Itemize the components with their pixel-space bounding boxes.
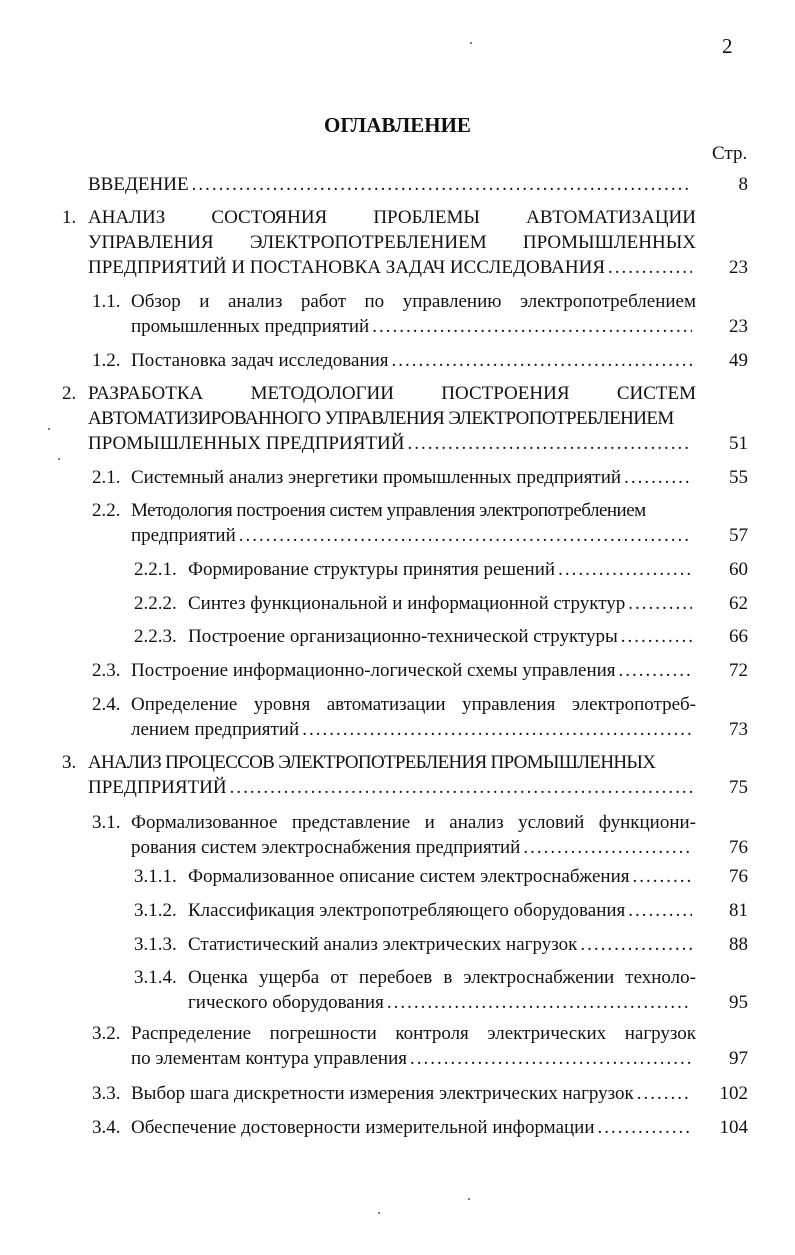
toc-entry-3-1-4[interactable]: [188, 965, 748, 1015]
toc-page-number: 102: [719, 1083, 748, 1104]
toc-entry-2-2[interactable]: [131, 498, 748, 548]
toc-entry-2-4[interactable]: [131, 692, 748, 742]
toc-section-number: 1.1.: [92, 291, 121, 312]
scan-speck: [48, 428, 50, 430]
toc-entry-chapter-2[interactable]: [88, 381, 748, 456]
toc-entry-text: ПРОМЫШЛЕННЫХ ПРЕДПРИЯТИЙ: [88, 433, 405, 454]
dot-leader: [558, 557, 692, 582]
toc-entry-2-2-3[interactable]: [188, 624, 748, 649]
dot-leader: [598, 1115, 692, 1140]
toc-subsection-number: 2.2.3.: [134, 626, 177, 647]
toc-entry-3-1-3[interactable]: [188, 932, 748, 957]
toc-page-number: 97: [729, 1048, 748, 1069]
toc-entry-text: АНАЛИЗ СОСТОЯНИЯ ПРОБЛЕМЫ АВТОМАТИЗАЦИИ: [88, 207, 696, 228]
toc-entry-text: Классификация электропотребляющего оборудования: [188, 900, 626, 921]
toc-entry-text: Построение организационно-технической структуры: [188, 626, 618, 647]
dot-leader: [239, 523, 692, 548]
toc-page-number: 23: [729, 316, 748, 337]
toc-entry-text: Распределение погрешности контроля электрических нагрузок: [131, 1023, 696, 1044]
toc-page-number: 62: [729, 593, 748, 614]
toc-entry-2-2-2[interactable]: [188, 591, 748, 616]
toc-entry-text: по элементам контура управления: [131, 1048, 407, 1069]
dot-leader: [621, 624, 692, 649]
toc-entry-text: гического оборудования: [188, 992, 384, 1013]
dot-leader: [523, 835, 692, 860]
toc-subsection-number: 2.2.1.: [134, 559, 177, 580]
toc-entry-text: рования систем электроснабжения предприятий: [131, 837, 521, 858]
toc-entry-chapter-3[interactable]: [88, 750, 748, 800]
dot-leader: [192, 172, 692, 197]
toc-page-number: 76: [729, 837, 748, 858]
dot-leader: [628, 898, 692, 923]
dot-leader: [407, 431, 692, 456]
toc-entry-3-3[interactable]: [131, 1081, 748, 1106]
toc-entry-text: АНАЛИЗ ПРОЦЕССОВ ЭЛЕКТРОПОТРЕБЛЕНИЯ ПРОМЫШЛЕННЫХ: [88, 752, 656, 773]
page-column-label: Стр.: [712, 143, 748, 164]
toc-page-number: 76: [729, 866, 748, 887]
page-title: ОГЛАВЛЕНИЕ: [324, 113, 471, 137]
toc-section-number: 2.2.: [92, 500, 121, 521]
toc-entry-text: Оценка ущерба от перебоев в электроснабжении техноло-: [188, 967, 696, 988]
toc-section-number: 2.4.: [92, 694, 121, 715]
toc-entry-chapter-1[interactable]: [88, 205, 748, 280]
toc-entry-text: Методология построения систем управления электропотреблением: [131, 500, 646, 521]
toc-entry-3-1[interactable]: [131, 810, 748, 860]
toc-entry-3-2[interactable]: [131, 1021, 748, 1071]
toc-entry-text: Обзор и анализ работ по управлению электропотреблением: [131, 291, 696, 312]
toc-page-number: 81: [729, 900, 748, 921]
toc-section-number: 3.3.: [92, 1083, 121, 1104]
page-number: 2: [722, 34, 733, 58]
toc-entry-text: Статистический анализ электрических нагрузок: [188, 934, 578, 955]
toc-entry-text: лением предприятий: [131, 719, 300, 740]
toc-subsection-number: 3.1.1.: [134, 866, 177, 887]
toc-section-number: 3.1.: [92, 812, 121, 833]
toc-entry-text: УПРАВЛЕНИЯ ЭЛЕКТРОПОТРЕБЛЕНИЕМ ПРОМЫШЛЕННЫХ: [88, 232, 696, 253]
toc-page-number: 95: [729, 992, 748, 1013]
dot-leader: [624, 465, 692, 490]
toc-page-number: 88: [729, 934, 748, 955]
dot-leader: [392, 348, 692, 373]
toc-entry-text: ВВЕДЕНИЕ: [88, 174, 189, 195]
toc-section-number: 3.4.: [92, 1117, 121, 1138]
toc-page-number: 23: [729, 257, 748, 278]
toc-chapter-number: 2.: [62, 383, 77, 404]
toc-section-number: 3.2.: [92, 1023, 121, 1044]
toc-page-number: 8: [738, 174, 748, 195]
toc-chapter-number: 3.: [62, 752, 77, 773]
dot-leader: [302, 717, 692, 742]
toc-subsection-number: 2.2.2.: [134, 593, 177, 614]
toc-entry-text: ПРЕДПРИЯТИЙ И ПОСТАНОВКА ЗАДАЧ ИССЛЕДОВАНИЯ: [88, 257, 606, 278]
dot-leader: [410, 1046, 692, 1071]
toc-entry-text: Постановка задач исследования: [131, 350, 389, 371]
dot-leader: [633, 864, 693, 889]
toc-entry-2-1[interactable]: [131, 465, 748, 490]
toc-page-number: 55: [729, 467, 748, 488]
toc-section-number: 2.1.: [92, 467, 121, 488]
toc-entry-text: Формирование структуры принятия решений: [188, 559, 556, 580]
toc-entry-text: АВТОМАТИЗИРОВАННОГО УПРАВЛЕНИЯ ЭЛЕКТРОПОТРЕБЛЕНИЕМ: [88, 408, 674, 429]
toc-page-number: 72: [729, 660, 748, 681]
toc-page-number: 60: [729, 559, 748, 580]
toc-page-number: 66: [729, 626, 748, 647]
toc-subsection-number: 3.1.3.: [134, 934, 177, 955]
dot-leader: [637, 1081, 692, 1106]
scan-speck: [378, 1212, 380, 1214]
dot-leader: [580, 932, 692, 957]
dot-leader: [619, 658, 692, 683]
toc-entry-intro[interactable]: [88, 172, 748, 197]
toc-entry-text: Построение информационно-логической схемы управления: [131, 660, 616, 681]
toc-page-number: 75: [729, 777, 748, 798]
dot-leader: [372, 314, 692, 339]
toc-entry-3-1-2[interactable]: [188, 898, 748, 923]
dot-leader: [608, 255, 692, 280]
toc-entry-text: Синтез функциональной и информационной структур: [188, 593, 626, 614]
toc-entry-3-1-1[interactable]: [188, 864, 748, 889]
scan-speck: [470, 42, 472, 44]
toc-page-number: 49: [729, 350, 748, 371]
scan-speck: [468, 1198, 470, 1200]
toc-page-number: 57: [729, 525, 748, 546]
scan-speck: [58, 458, 60, 460]
toc-entry-text: Обеспечение достоверности измерительной информации: [131, 1117, 595, 1138]
toc-subsection-number: 3.1.2.: [134, 900, 177, 921]
toc-entry-text: ПРЕДПРИЯТИЙ: [88, 777, 227, 798]
toc-entry-3-4[interactable]: [131, 1115, 748, 1140]
toc-subsection-number: 3.1.4.: [134, 967, 177, 988]
toc-entry-text: Формализованное представление и анализ условий функциони-: [131, 812, 696, 833]
toc-section-number: 2.3.: [92, 660, 121, 681]
dot-leader: [230, 775, 692, 800]
toc-entry-2-2-1[interactable]: [188, 557, 748, 582]
toc-entry-text: Формализованное описание систем электроснабжения: [188, 866, 630, 887]
toc-entry-text: предприятий: [131, 525, 236, 546]
toc-entry-text: РАЗРАБОТКА МЕТОДОЛОГИИ ПОСТРОЕНИЯ СИСТЕМ: [88, 383, 696, 404]
toc-entry-1-2[interactable]: [131, 348, 748, 373]
toc-entry-text: Системный анализ энергетики промышленных предприятий: [131, 467, 622, 488]
toc-chapter-number: 1.: [62, 207, 77, 228]
toc-page-number: 51: [729, 433, 748, 454]
dot-leader: [387, 990, 692, 1015]
toc-section-number: 1.2.: [92, 350, 121, 371]
toc-entry-1-1[interactable]: [131, 289, 748, 339]
toc-entry-text: Выбор шага дискретности измерения электрических нагрузок: [131, 1083, 634, 1104]
toc-entry-2-3[interactable]: [131, 658, 748, 683]
toc-page-number: 73: [729, 719, 748, 740]
toc-page-number: 104: [719, 1117, 748, 1138]
toc-entry-text: промышленных предприятий: [131, 316, 370, 337]
dot-leader: [628, 591, 692, 616]
toc-entry-text: Определение уровня автоматизации управления электропотреб-: [131, 694, 696, 715]
